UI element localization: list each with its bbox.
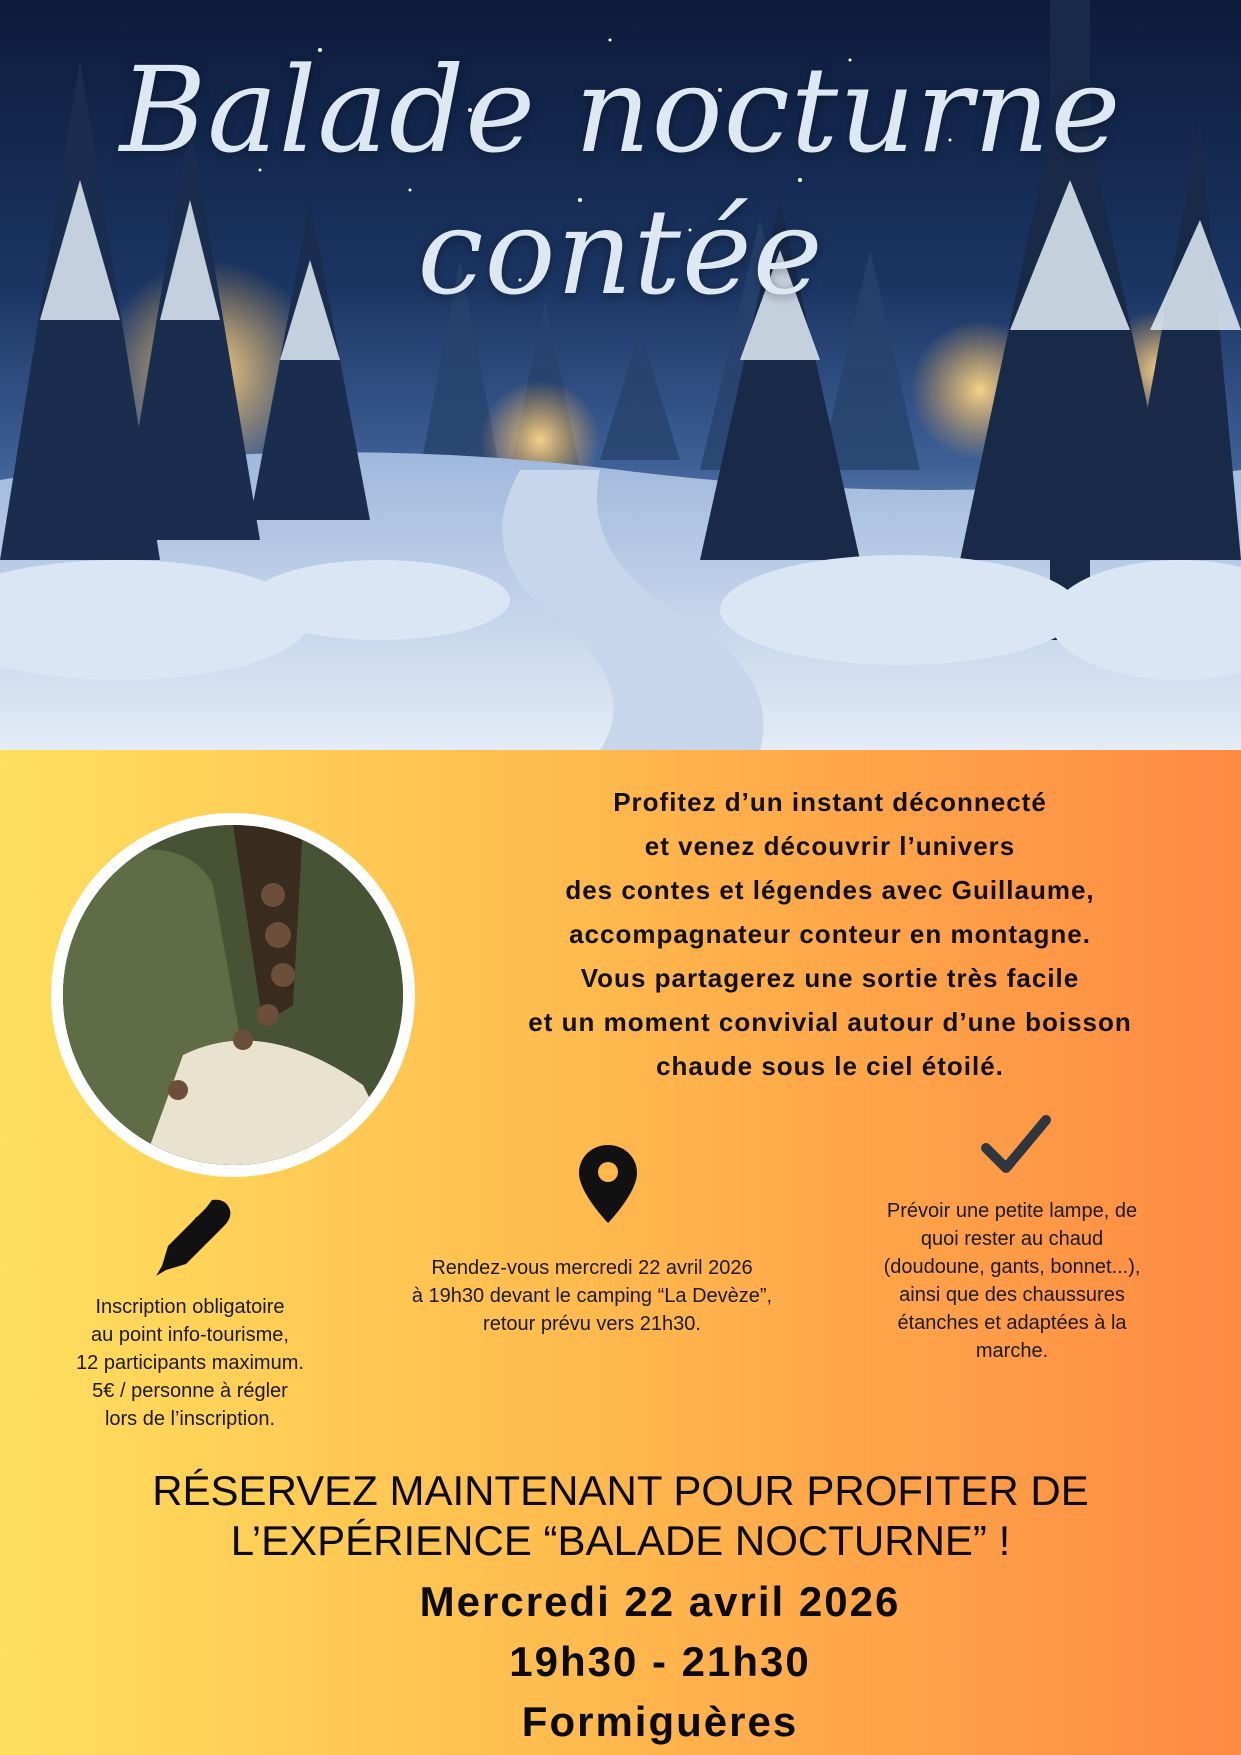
equipment-line: marche.: [975, 1340, 1049, 1362]
equipment-line: ainsi que des chaussures: [899, 1284, 1125, 1306]
meeting-line: retour prévu vers 21h30.: [483, 1313, 701, 1335]
booking-call-to-action: [60, 1466, 1181, 1566]
event-details: [300, 1572, 1020, 1752]
registration-line: lors de l’inscription.: [104, 1408, 276, 1430]
registration-line: 5€ / personne à régler: [92, 1380, 288, 1402]
registration-line: au point info-tourisme,: [91, 1324, 289, 1346]
location-pin-icon: [579, 1145, 637, 1227]
page-title: Balade nocturne contée: [119, 41, 1122, 321]
equipment-line: étanches et adaptées à la: [897, 1312, 1127, 1334]
storytelling-walk-photo: [51, 813, 415, 1177]
intro-line: Vous partagerez une sortie très facile: [580, 963, 1080, 993]
intro-line: et venez découvrir l’univers: [644, 831, 1016, 861]
equipment-line: quoi rester au chaud: [920, 1228, 1104, 1250]
registration-info: [40, 1293, 340, 1433]
intro-line: Profitez d’un instant déconnecté: [613, 787, 1047, 817]
event-time: 19h30 - 21h30: [509, 1638, 811, 1685]
hero-banner: [0, 0, 1241, 750]
forest-path-illustration: [63, 825, 403, 1165]
equipment-line: Prévoir une petite lampe, de: [886, 1200, 1138, 1222]
event-place: Formiguères: [521, 1698, 799, 1745]
registration-line: 12 participants maximum.: [76, 1352, 304, 1374]
cta-line-1: RÉSERVEZ MAINTENANT POUR PROFITER DE: [152, 1467, 1089, 1514]
registration-line: Inscription obligatoire: [95, 1296, 285, 1318]
meeting-line: à 19h30 devant le camping “La Devèze”,: [411, 1285, 773, 1307]
equipment-info: [852, 1197, 1172, 1365]
checkmark-icon: [980, 1112, 1052, 1182]
pen-icon: [152, 1196, 234, 1282]
intro-line: et un moment convivial autour d’une boisson: [528, 1007, 1132, 1037]
meeting-info: [372, 1254, 812, 1338]
equipment-line: (doudoune, gants, bonnet...),: [883, 1256, 1141, 1278]
intro-line: accompagnateur conteur en montagne.: [569, 919, 1091, 949]
intro-line: chaude sous le ciel étoilé.: [656, 1051, 1004, 1081]
meeting-line: Rendez-vous mercredi 22 avril 2026: [431, 1257, 753, 1279]
cta-line-2: L’EXPÉRIENCE “BALADE NOCTURNE” !: [230, 1517, 1011, 1564]
event-date: Mercredi 22 avril 2026: [419, 1578, 901, 1625]
intro-text: [440, 780, 1220, 1088]
intro-line: des contes et légendes avec Guillaume,: [565, 875, 1095, 905]
